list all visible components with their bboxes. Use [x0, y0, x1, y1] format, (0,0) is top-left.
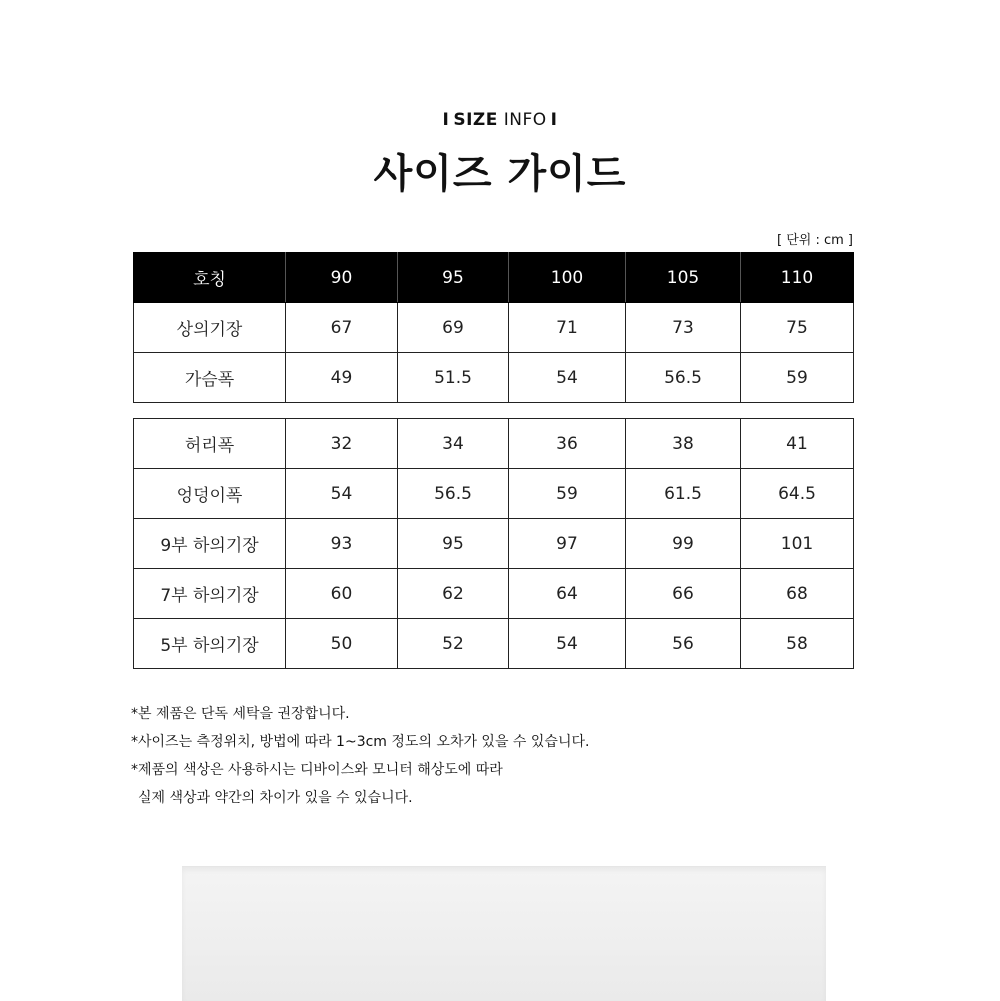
- table-row: [134, 419, 854, 469]
- table-cell: 59: [741, 353, 854, 403]
- note-line: 실제 색상과 약간의 차이가 있을 수 있습니다.: [138, 790, 413, 806]
- table-cell: 62: [398, 569, 509, 619]
- table-cell: 38: [626, 419, 741, 469]
- table-cell: 54: [286, 469, 398, 519]
- unit-label: [ 단위 : cm ]: [777, 233, 853, 248]
- table-row: [134, 569, 854, 619]
- note-line: *본 제품은 단독 세탁을 권장합니다.: [131, 706, 350, 722]
- table-cell: 49: [286, 353, 398, 403]
- size-table-bottom: [133, 418, 854, 669]
- table-cell: 99: [626, 519, 741, 569]
- header-cell-size: 90: [286, 253, 398, 303]
- table-cell: 60: [286, 569, 398, 619]
- table-cell: 61.5: [626, 469, 741, 519]
- tag-info-text: INFO: [497, 110, 547, 130]
- table-cell: 32: [286, 419, 398, 469]
- table-cell: 64.5: [741, 469, 854, 519]
- table-cell: 97: [509, 519, 626, 569]
- table-cell: 56.5: [626, 353, 741, 403]
- row-label: 허리폭: [134, 419, 286, 469]
- table-cell: 95: [398, 519, 509, 569]
- table-cell: 66: [626, 569, 741, 619]
- table-cell: 51.5: [398, 353, 509, 403]
- table-cell: 56: [626, 619, 741, 669]
- table-cell: 59: [509, 469, 626, 519]
- table-cell: 54: [509, 353, 626, 403]
- table-row: [134, 519, 854, 569]
- table-cell: 69: [398, 303, 509, 353]
- table-cell: 68: [741, 569, 854, 619]
- table-cell: 75: [741, 303, 854, 353]
- table-row: [134, 619, 854, 669]
- table-cell: 52: [398, 619, 509, 669]
- table-cell: 58: [741, 619, 854, 669]
- table-row: [134, 353, 854, 403]
- tag-size-text: SIZE: [453, 110, 498, 130]
- note-line: *제품의 색상은 사용하시는 디바이스와 모니터 해상도에 따라: [131, 762, 503, 778]
- table-cell: 54: [509, 619, 626, 669]
- row-label: 엉덩이폭: [134, 469, 286, 519]
- table-cell: 101: [741, 519, 854, 569]
- note-line: *사이즈는 측정위치, 방법에 따라 1~3cm 정도의 오차가 있을 수 있습니다.: [131, 734, 590, 750]
- table-cell: 64: [509, 569, 626, 619]
- table-cell: 73: [626, 303, 741, 353]
- table-cell: 50: [286, 619, 398, 669]
- table-cell: 67: [286, 303, 398, 353]
- product-image-placeholder: [182, 866, 826, 1001]
- header-cell-size: 105: [626, 253, 741, 303]
- size-table-top: [133, 252, 854, 403]
- header-cell-label: 호칭: [134, 253, 286, 303]
- row-label: 9부 하의기장: [134, 519, 286, 569]
- table-header-row: [134, 253, 854, 303]
- header-cell-size: 95: [398, 253, 509, 303]
- tag-bar-left: I: [442, 110, 450, 130]
- page-title: 사이즈 가이드: [373, 151, 627, 197]
- row-label: 5부 하의기장: [134, 619, 286, 669]
- header-cell-size: 110: [741, 253, 854, 303]
- tag-bar-right: I: [550, 110, 558, 130]
- notes-section: [131, 700, 589, 812]
- table-cell: 36: [509, 419, 626, 469]
- table-cell: 34: [398, 419, 509, 469]
- size-info-tag: [0, 110, 1000, 130]
- row-label: 7부 하의기장: [134, 569, 286, 619]
- table-row: [134, 469, 854, 519]
- table-cell: 56.5: [398, 469, 509, 519]
- table-cell: 93: [286, 519, 398, 569]
- table-cell: 71: [509, 303, 626, 353]
- row-label: 가슴폭: [134, 353, 286, 403]
- header-cell-size: 100: [509, 253, 626, 303]
- table-row: [134, 303, 854, 353]
- table-cell: 41: [741, 419, 854, 469]
- row-label: 상의기장: [134, 303, 286, 353]
